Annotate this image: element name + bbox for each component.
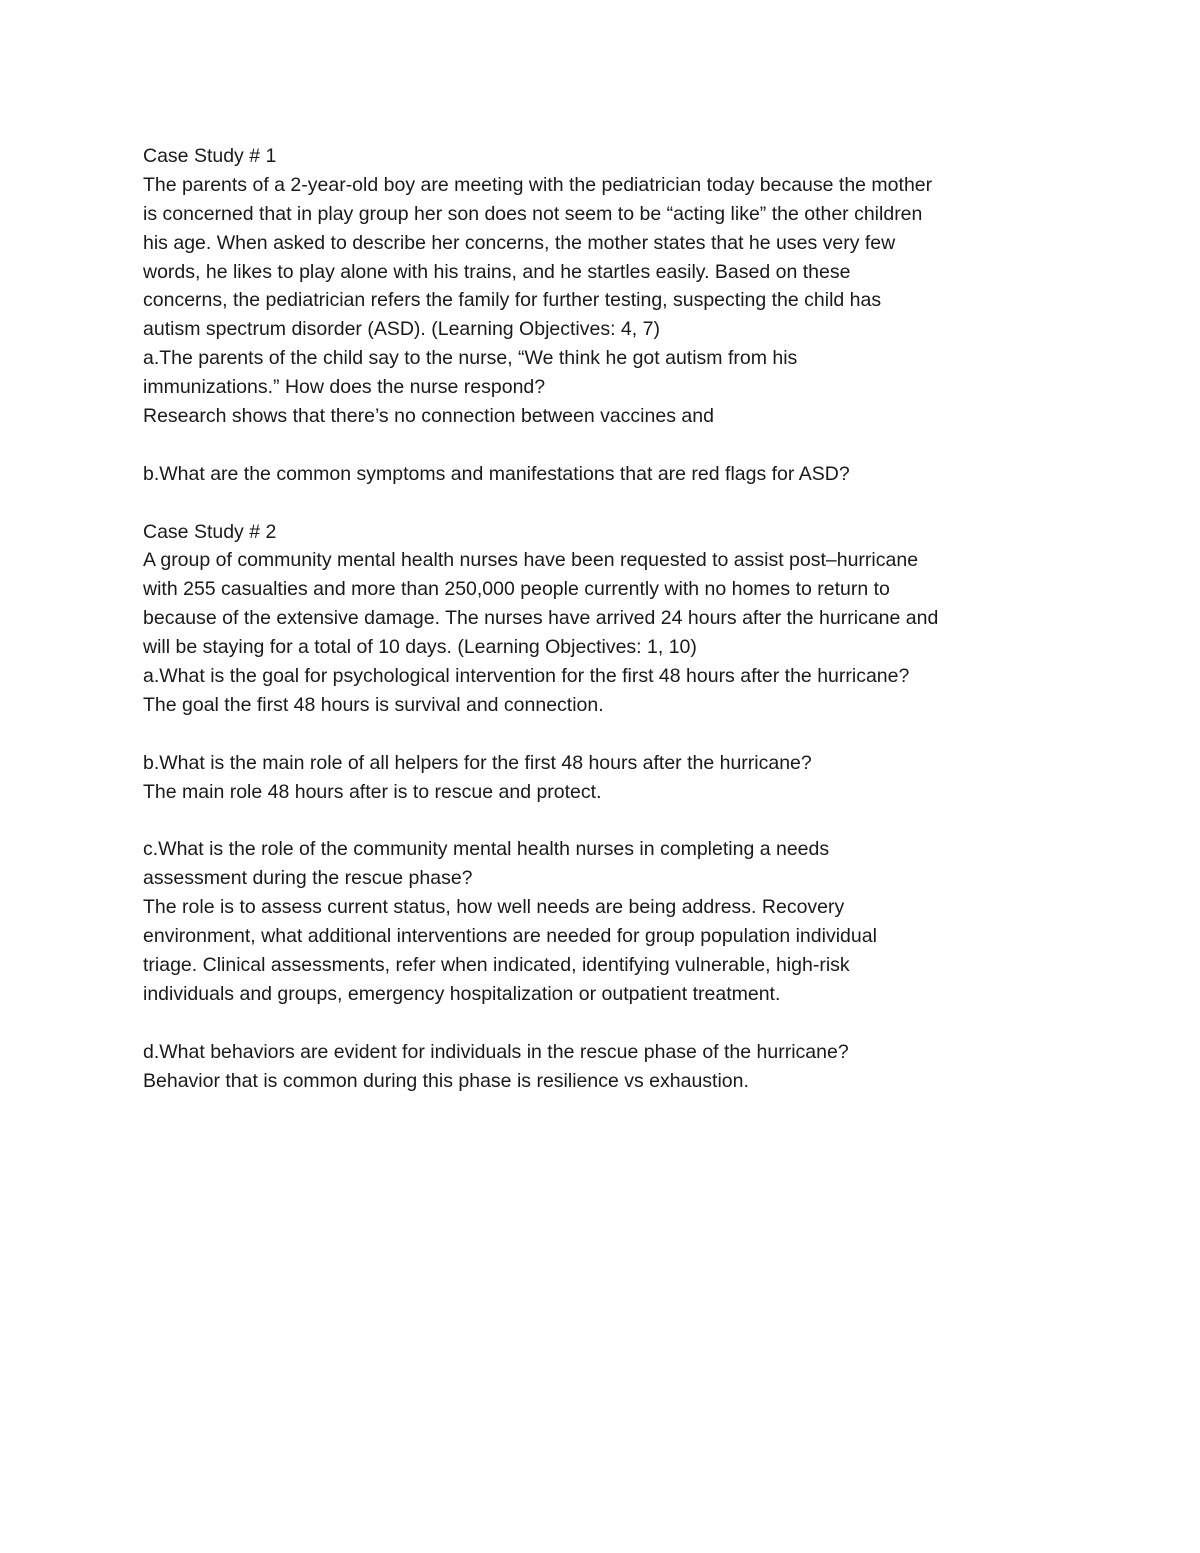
answer-line: triage. Clinical assessments, refer when indicated, identifying vulnerable, high-risk — [143, 953, 850, 976]
case-study-1-heading: Case Study # 1 — [143, 145, 277, 167]
answer-line: environment, what additional interventions are needed for group population individual — [143, 925, 877, 948]
case-2-question-b: b.What is the main role of all helpers for the first 48 hours after the hurricane? — [143, 751, 812, 774]
scenario-line: his age. When asked to describe her concerns, the mother states that he uses very few — [143, 231, 896, 254]
question-line: a.The parents of the child say to the nurse, “We think he got autism from his — [143, 347, 798, 370]
paragraph-gap — [143, 431, 1073, 460]
question-line: c.What is the role of the community mental health nurses in completing a needs — [143, 838, 830, 861]
case-2-answer-b: The main role 48 hours after is to rescue and protect. — [143, 780, 602, 803]
document-body — [143, 142, 1073, 1095]
scenario-line: The parents of a 2-year-old boy are meeting with the pediatrician today because the mother — [143, 173, 933, 196]
scenario-line: A group of community mental health nurses have been requested to assist post–hurricane — [143, 549, 919, 572]
scenario-line: because of the extensive damage. The nurses have arrived 24 hours after the hurricane and — [143, 607, 939, 630]
case-study-2-heading: Case Study # 2 — [143, 520, 277, 543]
case-study-2-scenario — [143, 546, 1073, 662]
answer-line: The role is to assess current status, how well needs are being address. Recovery — [143, 896, 845, 919]
scenario-line: words, he likes to play alone with his trains, and he startles easily. Based on these — [143, 260, 851, 283]
scenario-line: autism spectrum disorder (ASD). (Learning Objectives: 4, 7) — [143, 318, 660, 341]
question-line: assessment during the rescue phase? — [143, 867, 473, 890]
case-1-question-a — [143, 344, 1073, 402]
case-2-answer-c — [143, 893, 1073, 1009]
case-2-question-c — [143, 835, 1073, 893]
answer-line: individuals and groups, emergency hospitalization or outpatient treatment. — [143, 982, 781, 1005]
paragraph-gap — [143, 489, 1073, 518]
paragraph-gap — [143, 720, 1073, 749]
case-2-question-d: d.What behaviors are evident for individuals in the rescue phase of the hurricane? — [143, 1040, 849, 1063]
question-line: immunizations.” How does the nurse respond? — [143, 376, 546, 399]
scenario-line: is concerned that in play group her son does not seem to be “acting like” the other children — [143, 202, 923, 225]
case-1-question-b: b.What are the common symptoms and manifestations that are red flags for ASD? — [143, 462, 850, 485]
scenario-line: concerns, the pediatrician refers the family for further testing, suspecting the child has — [143, 289, 882, 312]
case-study-1-scenario — [143, 171, 1073, 344]
paragraph-gap — [143, 806, 1073, 835]
case-2-answer-a: The goal the first 48 hours is survival and connection. — [143, 693, 604, 716]
scenario-line: will be staying for a total of 10 days. (Learning Objectives: 1, 10) — [143, 636, 697, 659]
paragraph-gap — [143, 1009, 1073, 1038]
case-1-answer-a: Research shows that there’s no connection between vaccines and — [143, 405, 714, 428]
case-2-question-a: a.What is the goal for psychological intervention for the first 48 hours after the hurricane? — [143, 665, 910, 688]
case-2-answer-d: Behavior that is common during this phase is resilience vs exhaustion. — [143, 1069, 749, 1092]
scenario-line: with 255 casualties and more than 250,000 people currently with no homes to return to — [143, 578, 890, 601]
